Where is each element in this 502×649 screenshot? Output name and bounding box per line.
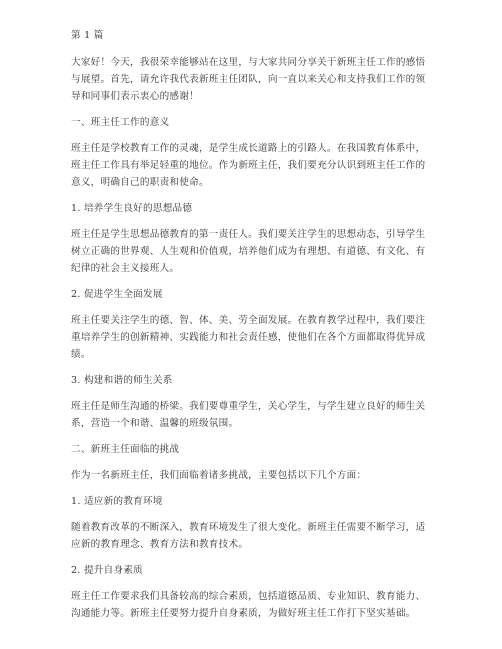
document-body	[71, 27, 433, 631]
subheading-2-1: 1. 适应新的教育环境	[71, 496, 163, 507]
section-heading-1: 一、班主任工作的意义	[71, 117, 170, 128]
subheading-1-3: 3. 构建和谐的师生关系	[71, 375, 173, 386]
subsection-1-1-paragraph: 班主任是学生思想品德教育的第一责任人。我们要关注学生的思想动态，引导学生树立正确的世界观、人生观和价值观，培养他们成为有理想、有道德、有文化、有纪律的社会主义接班人。	[71, 229, 426, 274]
subsection-1-3-paragraph: 班主任是师生沟通的桥梁。我们要尊重学生，关心学生，与学生建立良好的师生关系，营造一个和谐、温馨的班级氛围。	[71, 401, 426, 429]
section-heading-2: 二、新班主任面临的挑战	[71, 444, 180, 455]
section-2-paragraph: 作为一名新班主任，我们面临着诸多挑战，主要包括以下几个方面：	[71, 470, 367, 481]
subheading-2-2: 2. 提升自身素质	[71, 565, 144, 576]
subsection-1-2-paragraph: 班主任要关注学生的德、智、体、美、劳全面发展。在教育教学过程中，我们要注重培养学生的创新精神、实践能力和社会责任感，使他们在各个方面都取得优异成绩。	[71, 315, 426, 360]
section-1-paragraph: 班主任是学校教育工作的灵魂，是学生成长道路上的引路人。在我国教育体系中，班主任工作具有举足轻重的地位。作为新班主任，我们要充分认识到班主任工作的意义，明确自己的职责和使命。	[71, 143, 426, 188]
subsection-2-1-paragraph: 随着教育改革的不断深入，教育环境发生了很大变化。新班主任需要不断学习，适应新的教育理念、教育方法和教育技术。	[71, 522, 426, 550]
subheading-1-2: 2. 促进学生全面发展	[71, 289, 163, 300]
page-label: 第 1 篇	[71, 30, 104, 41]
subsection-2-2-paragraph: 班主任工作要求我们具备较高的综合素质，包括道德品质、专业知识、教育能力、沟通能力等。新班主任要努力提升自身素质，为做好班主任工作打下坚实基础。	[71, 591, 426, 619]
intro-paragraph: 大家好！今天，我很荣幸能够站在这里，与大家共同分享关于新班主任工作的感悟与展望。首先，请允许我代表新班主任团队，向一直以来关心和支持我们工作的领导和同事们表示衷心的感谢！	[71, 57, 426, 102]
subheading-1-1: 1. 培养学生良好的思想品德	[71, 203, 193, 214]
